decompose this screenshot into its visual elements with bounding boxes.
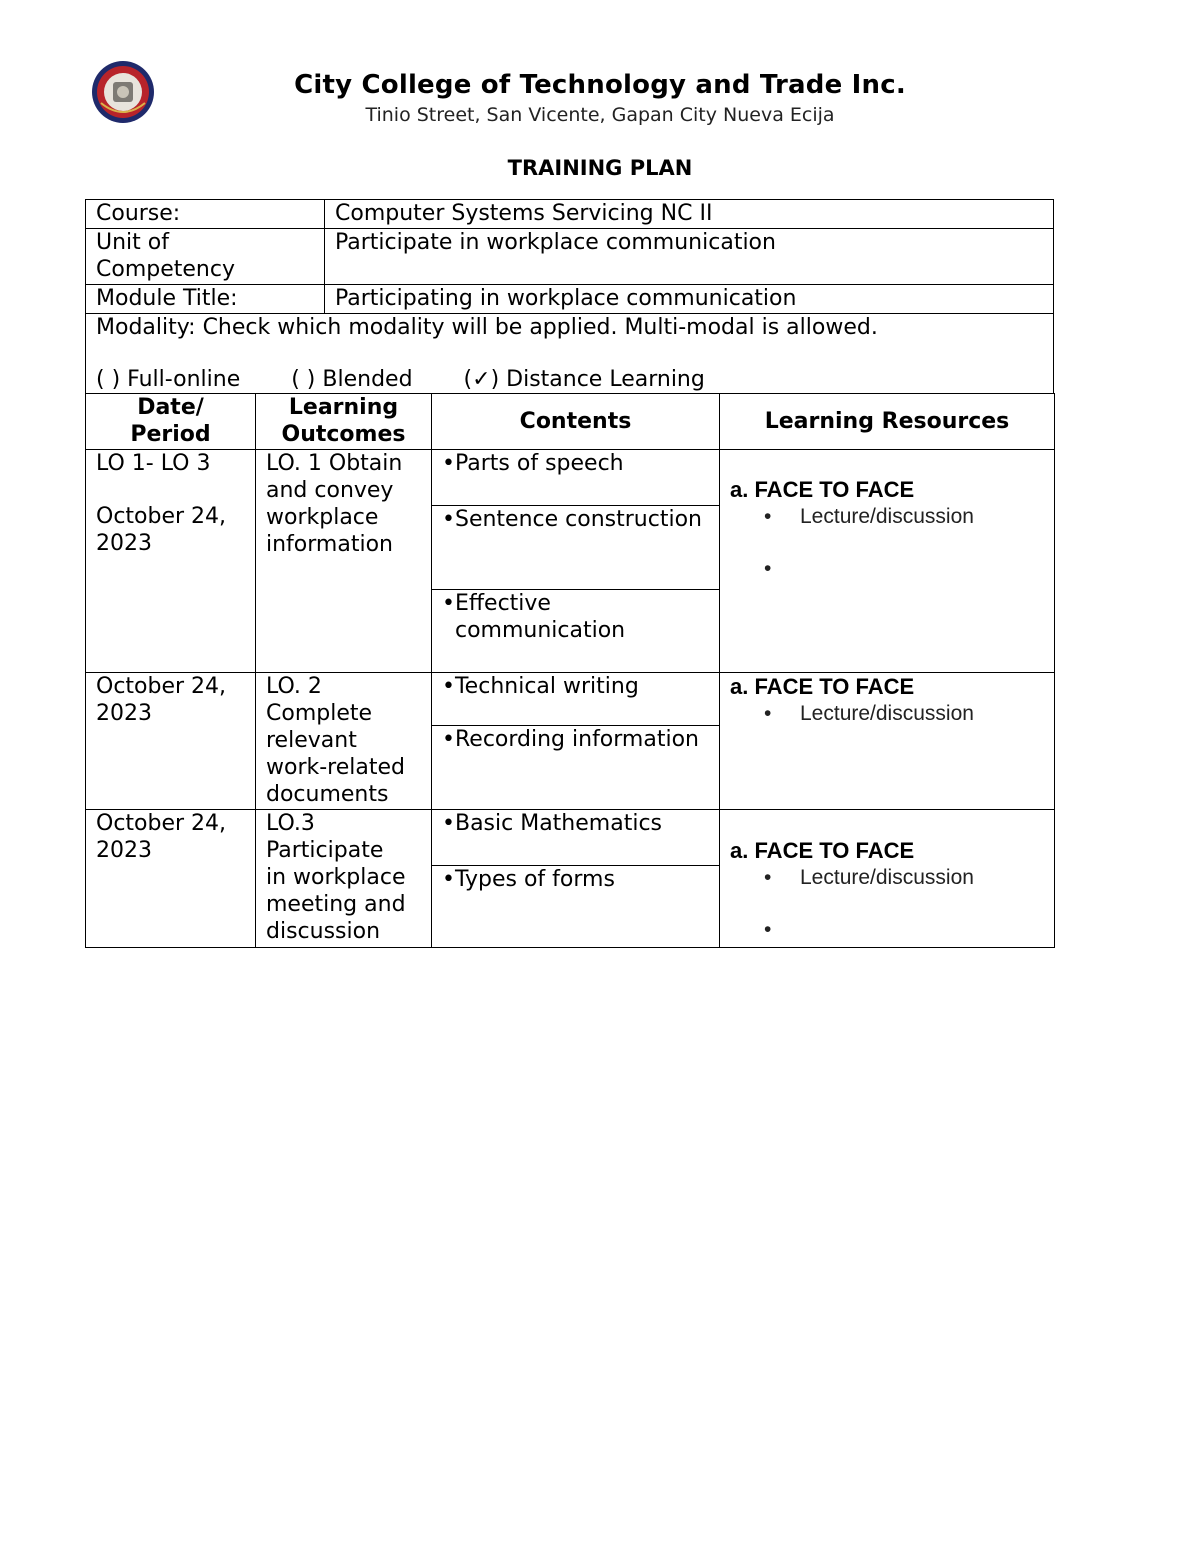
table-row xyxy=(86,449,1055,672)
resource-text: Lecture/discussion xyxy=(800,865,974,889)
lo-text: workplace xyxy=(266,504,379,530)
resource-text: Lecture/discussion xyxy=(800,504,974,528)
col-date-line-2: Period xyxy=(130,422,211,447)
option-full-online[interactable]: ( ) Full-online xyxy=(96,367,241,392)
content-item xyxy=(432,810,719,866)
resource-item xyxy=(730,700,1044,727)
bullet-icon: • xyxy=(442,506,455,532)
content-text: Basic Mathematics xyxy=(454,810,662,836)
date-text: 2023 xyxy=(96,837,152,863)
bullet-icon: • xyxy=(764,917,772,941)
resources-cell xyxy=(720,672,1055,809)
lo-text: Complete xyxy=(266,700,373,726)
resources-cell xyxy=(720,809,1055,947)
lo-text: information xyxy=(266,531,393,557)
content-text: Types of forms xyxy=(454,866,615,892)
resource-text: Lecture/discussion xyxy=(800,701,974,725)
col-learning-resources: Learning Resources xyxy=(720,393,1055,449)
date-text: October 24, xyxy=(96,810,227,836)
content-text: Recording information xyxy=(454,726,699,752)
lo-text: LO. 2 xyxy=(266,673,322,699)
resource-item xyxy=(730,503,1044,530)
institution-name: City College of Technology and Trade Inc. xyxy=(294,70,906,100)
date-text: October 24, xyxy=(96,673,227,699)
content-item xyxy=(432,450,719,506)
resource-item xyxy=(730,555,1044,582)
date-cell xyxy=(86,672,256,809)
lo-text: discussion xyxy=(266,918,381,944)
course-value: Computer Systems Servicing NC II xyxy=(325,200,1054,229)
col-lo-line-1: Learning xyxy=(288,395,399,420)
info-table xyxy=(85,199,1054,394)
lo-text: and convey xyxy=(266,477,394,503)
lo-text: in workplace xyxy=(266,864,406,890)
bullet-icon: • xyxy=(764,504,772,528)
resources-cell xyxy=(720,449,1055,672)
lo-text: work-related xyxy=(266,754,405,780)
contents-cell xyxy=(432,672,720,809)
col-lo-line-2: Outcomes xyxy=(281,422,406,447)
learning-outcome-cell xyxy=(256,809,432,947)
content-item xyxy=(432,726,719,809)
resource-item xyxy=(730,864,1044,891)
col-date-line-1: Date/ xyxy=(137,395,204,420)
resource-heading: a. FACE TO FACE xyxy=(730,837,915,863)
bullet-icon: • xyxy=(442,866,455,892)
content-item xyxy=(432,506,719,590)
modality-cell xyxy=(86,314,1054,394)
option-blended[interactable]: ( ) Blended xyxy=(291,367,413,392)
contents-cell xyxy=(432,449,720,672)
unit-label xyxy=(86,229,325,285)
col-learning-outcomes xyxy=(256,393,432,449)
option-distance-learning[interactable]: (✓) Distance Learning xyxy=(463,367,705,392)
module-value: Participating in workplace communication xyxy=(325,285,1054,314)
modality-instruction: Modality: Check which modality will be applied. Multi-modal is allowed. xyxy=(96,315,878,340)
learning-outcome-cell xyxy=(256,672,432,809)
training-plan-table xyxy=(85,199,1054,948)
date-text: LO 1- LO 3 xyxy=(96,450,211,476)
lo-text: Participate xyxy=(266,837,384,863)
col-date xyxy=(86,393,256,449)
learning-outcome-cell xyxy=(256,449,432,672)
bullet-icon: • xyxy=(442,810,455,836)
date-cell xyxy=(86,449,256,672)
bullet-icon: • xyxy=(764,556,772,580)
unit-label-line-1: Unit of xyxy=(96,230,169,255)
resource-heading: a. FACE TO FACE xyxy=(730,673,915,699)
plan-table xyxy=(85,393,1055,948)
unit-value: Participate in workplace communication xyxy=(325,229,1054,285)
content-item xyxy=(432,866,719,947)
col-contents: Contents xyxy=(432,393,720,449)
content-item xyxy=(432,673,719,726)
institution-address: Tinio Street, San Vicente, Gapan City Nueva Ecija xyxy=(365,104,835,126)
contents-cell xyxy=(432,809,720,947)
bullet-icon: • xyxy=(764,865,772,889)
bullet-icon: • xyxy=(764,701,772,725)
lo-text: meeting and xyxy=(266,891,406,917)
content-item xyxy=(432,590,719,672)
document-title: TRAINING PLAN xyxy=(507,156,693,180)
table-row xyxy=(86,672,1055,809)
resource-item xyxy=(730,916,1044,943)
date-cell xyxy=(86,809,256,947)
date-text: 2023 xyxy=(96,530,152,556)
lo-text: documents xyxy=(266,781,389,807)
content-text: Technical writing xyxy=(454,673,639,699)
bullet-icon: • xyxy=(442,673,455,699)
resource-heading: a. FACE TO FACE xyxy=(730,476,915,502)
module-label: Module Title: xyxy=(86,285,325,314)
date-text: 2023 xyxy=(96,700,152,726)
content-text: Sentence construction xyxy=(454,506,702,532)
lo-text: LO.3 xyxy=(266,810,315,836)
table-row xyxy=(86,809,1055,947)
bullet-icon: • xyxy=(442,590,455,616)
bullet-icon: • xyxy=(442,450,455,476)
content-text: Parts of speech xyxy=(454,450,624,476)
lo-text: LO. 1 Obtain xyxy=(266,450,403,476)
bullet-icon: • xyxy=(442,726,455,752)
unit-label-line-2: Competency xyxy=(96,257,235,282)
content-text: Effective communication xyxy=(454,590,626,643)
modality-options xyxy=(96,366,1043,393)
lo-text: relevant xyxy=(266,727,357,753)
course-label: Course: xyxy=(86,200,325,229)
date-text: October 24, xyxy=(96,503,227,529)
